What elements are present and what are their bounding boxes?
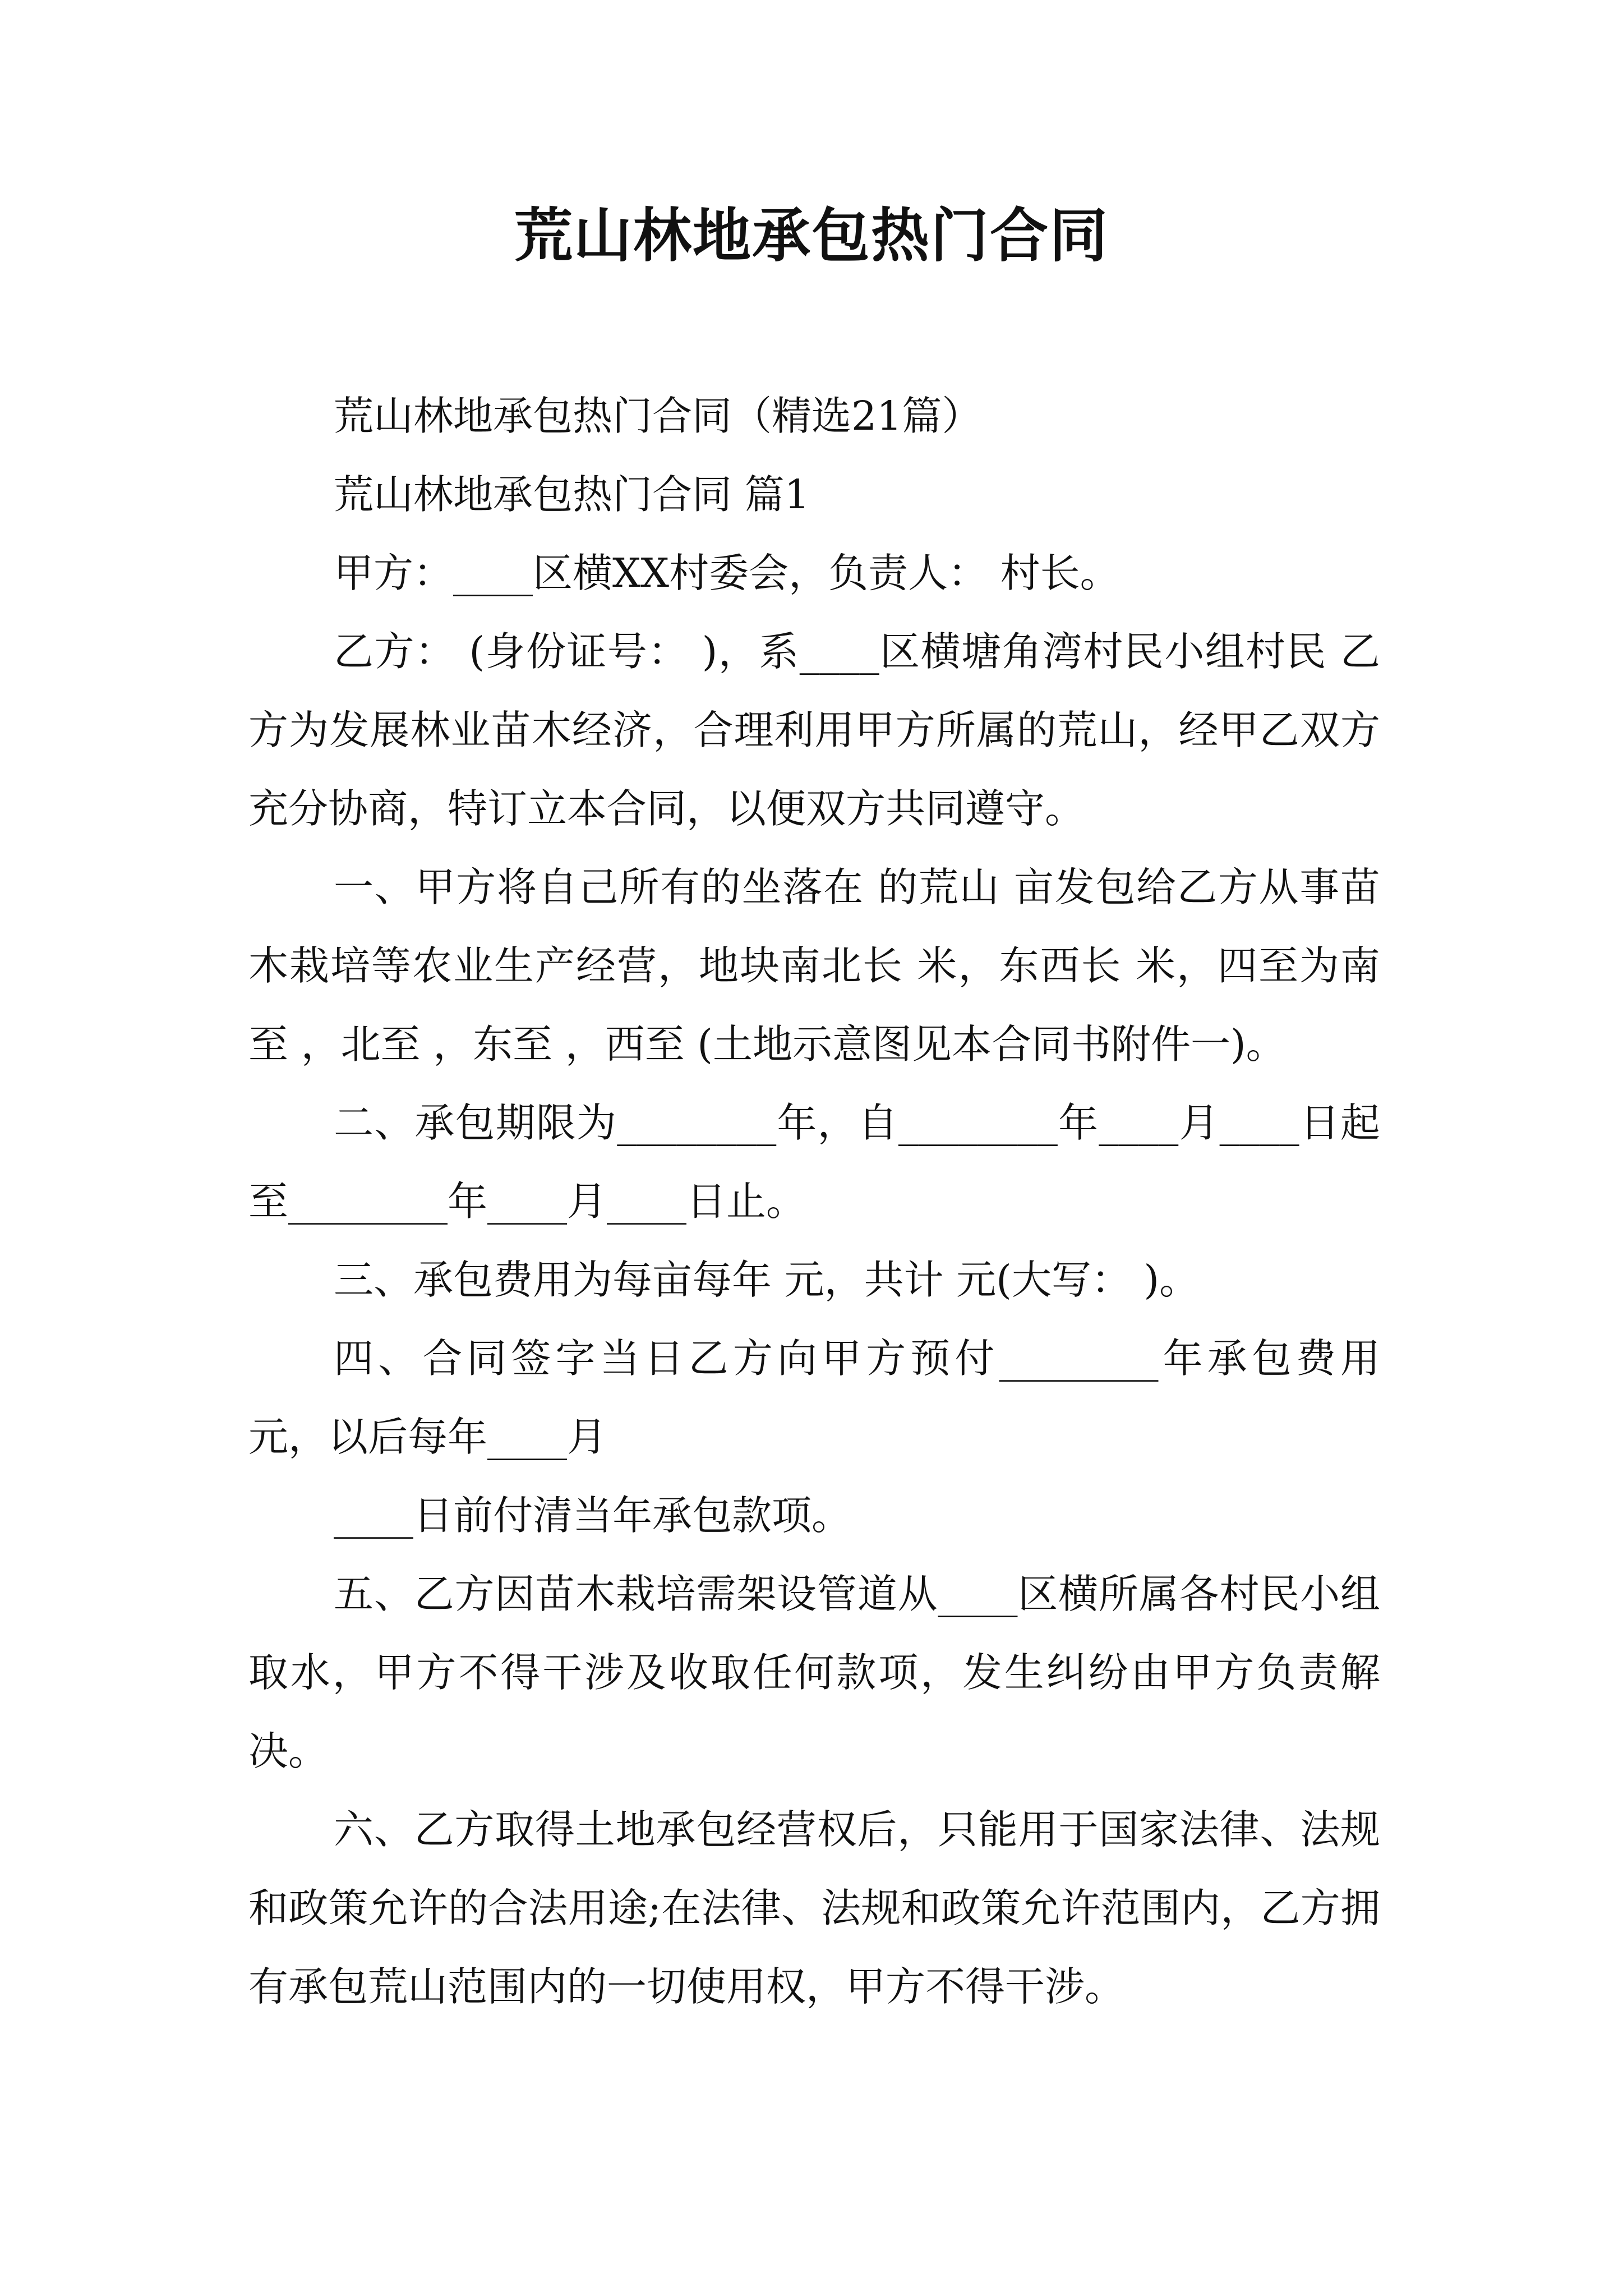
paragraph-collection-title: 荒山林地承包热门合同（精选21篇） <box>334 393 982 439</box>
paragraph-clause-4: 四、合同签字当日乙方向甲方预付________年承包费用 元，以后每年____月 <box>248 1335 1380 1460</box>
paragraph-clause-1: 一、甲方将自己所有的坐落在 的荒山 亩发包给乙方从事苗木栽培等农业生产经营，地块南北长 米，东西长 米，四至为南至 ，北至 ，东至 ，西至 (土地示意图见本合同书附件一)。 <box>248 864 1380 1068</box>
document-body <box>248 377 1380 2026</box>
paragraph-clause-2: 二、承包期限为________年，自________年____月____日起至________年____月____日止。 <box>248 1099 1380 1225</box>
paragraph-clause-3: 三、承包费用为每亩每年 元，共计 元(大写： )。 <box>334 1257 1200 1303</box>
paragraph-party-b: 乙方： (身份证号： )，系____区横塘角湾村民小组村民 乙方为发展林业苗木经济，合理利用甲方所属的荒山，经甲乙双方充分协商，特订立本合同，以便双方共同遵守。 <box>248 628 1380 832</box>
paragraph-clause-5: 五、乙方因苗木栽培需架设管道从____区横所属各村民小组取水，甲方不得干涉及收取任何款项，发生纠纷由甲方负责解决。 <box>248 1571 1380 1774</box>
paragraph-section-heading: 荒山林地承包热门合同 篇1 <box>334 471 810 518</box>
paragraph-clause-6: 六、乙方取得土地承包经营权后，只能用于国家法律、法规和政策允许的合法用途;在法律、法规和政策允许范围内，乙方拥有承包荒山范围内的一切使用权，甲方不得干涉。 <box>248 1806 1380 2010</box>
document-title: 荒山林地承包热门合同 <box>514 201 1109 270</box>
paragraph-party-a: 甲方：____区横XX村委会，负责人： 村长。 <box>334 550 1120 596</box>
paragraph-clause-4-cont: ____日前付清当年承包款项。 <box>334 1492 852 1539</box>
